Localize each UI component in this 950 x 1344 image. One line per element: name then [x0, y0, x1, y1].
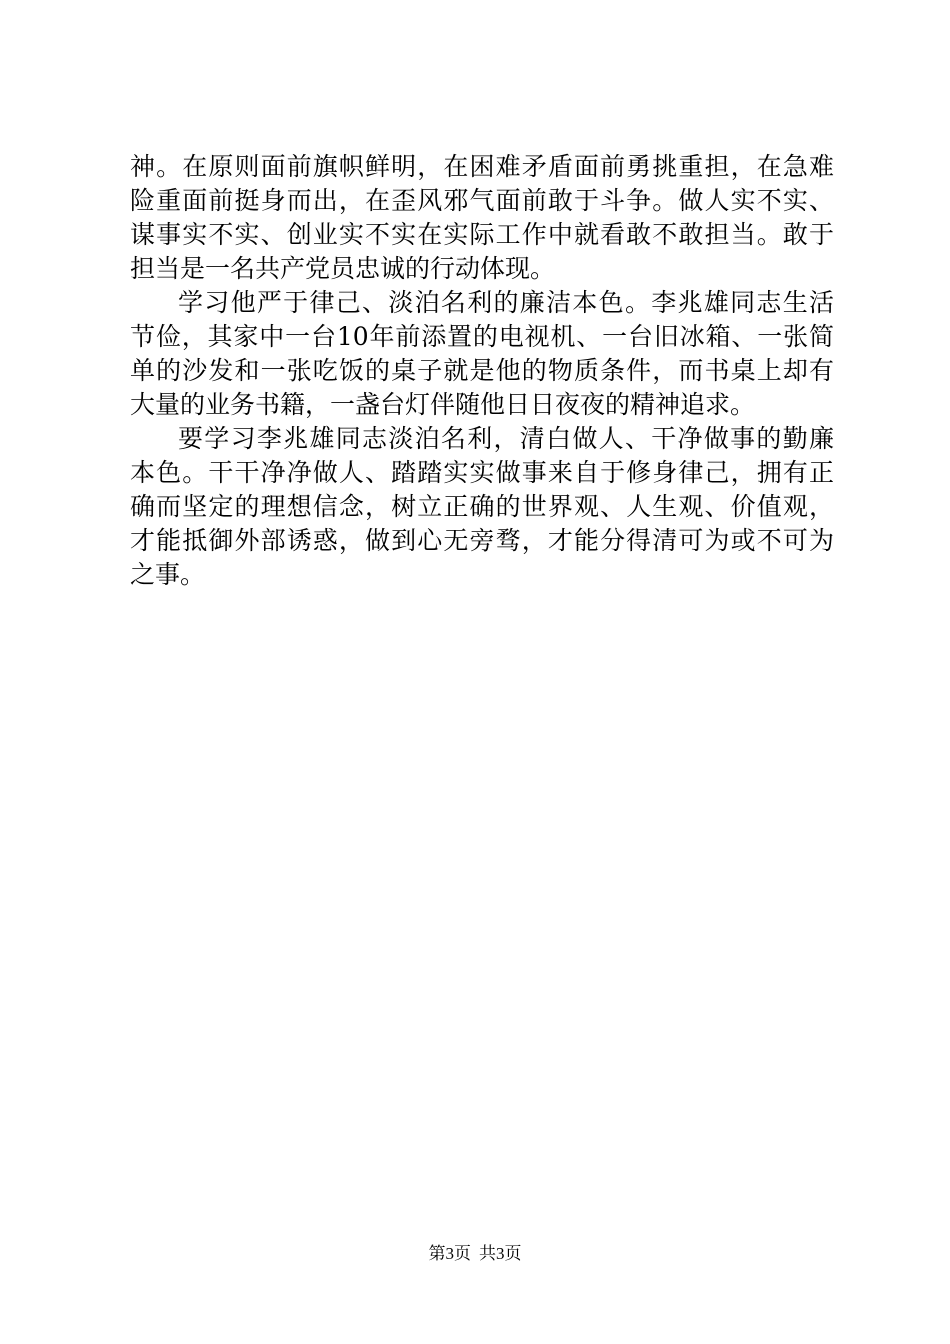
text-line: 神。在原则面前旗帜鲜明，在困难矛盾面前勇挑重担，在急难 — [130, 152, 834, 181]
text-line: 担当是一名共产党员忠诚的行动体现。 — [130, 254, 556, 283]
text-line: 大量的业务书籍，一盏台灯伴随他日日夜夜的精神追求。 — [130, 390, 756, 419]
text-line: 节俭，其家中一台10年前添置的电视机、一台旧冰箱、一张简 — [130, 322, 834, 351]
text-line: 之事。 — [130, 560, 206, 589]
page-number: 第3页 — [428, 1244, 471, 1263]
text-line: 要学习李兆雄同志淡泊名利，清白做人、干净做事的勤廉 — [178, 424, 834, 453]
paragraph-2 — [130, 286, 834, 422]
document-body — [130, 150, 834, 592]
page-total: 共3页 — [479, 1244, 522, 1263]
text-line: 本色。干干净净做人、踏踏实实做事来自于修身律己，拥有正 — [130, 458, 834, 487]
text-line: 确而坚定的理想信念，树立正确的世界观、人生观、价值观， — [130, 492, 834, 521]
paragraph-3 — [130, 422, 834, 592]
paragraph-1 — [130, 150, 834, 286]
text-line: 谋事实不实、创业实不实在实际工作中就看敢不敢担当。敢于 — [130, 220, 834, 249]
text-line: 才能抵御外部诱惑，做到心无旁骛，才能分得清可为或不可为 — [130, 526, 834, 555]
text-line: 险重面前挺身而出，在歪风邪气面前敢于斗争。做人实不实、 — [130, 186, 834, 215]
text-line: 学习他严于律己、淡泊名利的廉洁本色。李兆雄同志生活 — [178, 288, 834, 317]
page-footer — [0, 1243, 950, 1265]
text-line: 单的沙发和一张吃饭的桌子就是他的物质条件，而书桌上却有 — [130, 356, 834, 385]
